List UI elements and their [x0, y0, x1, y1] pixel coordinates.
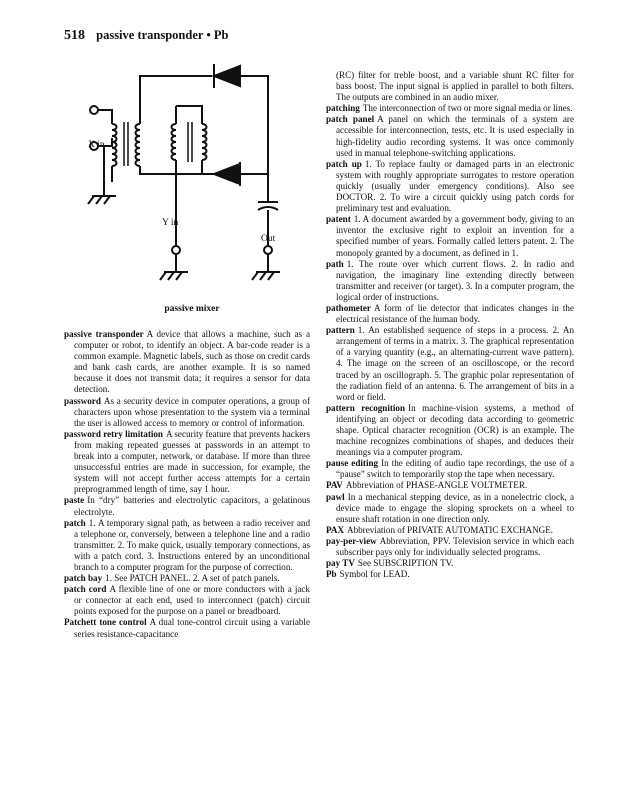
x-in-label: X in: [88, 140, 105, 150]
dictionary-entry: [326, 458, 574, 480]
entry-term: password: [64, 395, 101, 406]
dictionary-entry: [326, 536, 574, 558]
entry-term: pathometer: [326, 302, 371, 313]
dictionary-entry: [326, 403, 574, 458]
entry-definition: A flexible line of one or more conductors with a jack or connector at each end, used to interconnect (patch) circuit points exposed for the purpose on a panel or breadboard.: [74, 584, 310, 617]
running-title: passive transponder • Pb: [96, 28, 229, 42]
entry-definition: 1. To replace faulty or damaged parts in an electronic system with roughly appropriate surrogates to restore operation quickly (usually under emergency conditions). Also see DOCTOR. 2. To wire a circuit quickly using patch cords for preliminary test and evaluation.: [336, 158, 574, 214]
y-in-label: Y in: [162, 218, 179, 228]
entry-definition: A form of lie detector that indicates changes in the electrical resistance of the human body.: [336, 302, 574, 325]
entry-term: patch: [64, 517, 86, 528]
left-column: [64, 329, 310, 640]
dictionary-entry: [64, 617, 310, 639]
figure-caption: passive mixer: [164, 304, 220, 314]
dictionary-entry: [64, 573, 310, 584]
entry-term: Pb: [326, 569, 337, 580]
entry-term: pattern recognition: [326, 402, 406, 413]
dictionary-entry: [326, 525, 574, 536]
entry-term: path: [326, 258, 344, 269]
entry-definition: A panel on which the terminals of a system are accessible for interconnection, tests, etc. It is used especially in high-fidelity audio recording systems. It was once commonly used in manual telephone-switching applications.: [336, 114, 574, 158]
entry-term: patch cord: [64, 584, 107, 595]
dictionary-entry: [326, 303, 574, 325]
entry-term: pay-per-view: [326, 535, 377, 546]
entry-term: patching: [326, 103, 360, 114]
entry-definition: A dual tone-control circuit using a variable series resistance-capacitance: [74, 617, 310, 639]
right-column: [326, 70, 574, 580]
entry-definition: 1. See PATCH PANEL. 2. A set of patch panels.: [105, 573, 280, 584]
entry-definition: 1. An established sequence of steps in a process. 2. An arrangement of terms in a matrix. 3. The graphical representation of a varying quantity (e.g., an alternating-current wave pattern). 4. The image on the screen of an oscilloscope, or the record traced by an oscillograph. 5. The graphic polar representation of the radiation field of an antenna. 6. The arrangement of bits in a word or field.: [336, 325, 574, 402]
running-header: [64, 28, 228, 44]
entry-definition: In “dry” batteries and electrolytic capacitors, a gelatinous electrolyte.: [74, 495, 310, 517]
entry-term: patch bay: [64, 573, 103, 584]
entry-definition: As a security device in computer operations, a group of characters upon whose presentation to the system via a terminal the user is allowed access to memory or control of information.: [74, 395, 310, 428]
entry-definition: A security feature that prevents hackers from making repeated guesses at passwords in an attempt to break into a computer, network, or database. If more than three unsuccessful entries are made in succession, for example, the system will not accept further access attempts for a certain preprogrammed length of time, say 1 hour.: [74, 428, 310, 495]
dictionary-entry: [64, 429, 310, 496]
dictionary-entry: [326, 492, 574, 525]
entry-definition: 1. A temporary signal path, as between a radio receiver and a telephone or, conversely, between a telephone line and a radio transmitter. 2. To make quick, usually temporary connections, as with a patch cord. 3. Instructions entered by an unconditional branch to a computer program for the purpose of correction.: [74, 517, 310, 572]
entry-definition: 1. A document awarded by a government body, giving to an inventor the exclusive right to exploit an invention for a specified number of years. Formally called letters patent. 2. The monopoly granted by a document, as defined in 1.: [336, 214, 574, 258]
dictionary-entry: [326, 214, 574, 258]
entry-term: pay TV: [326, 558, 355, 569]
entry-term: patch panel: [326, 114, 375, 125]
entry-definition: Abbreviation of PRIVATE AUTOMATIC EXCHANGE.: [347, 524, 554, 535]
entry-term: patch up: [326, 158, 362, 169]
entry-term: PAX: [326, 524, 345, 535]
dictionary-entry: [326, 259, 574, 303]
entry-definition: 1. The route over which current flows. 2. In radio and navigation, the imaginary line extending directly between transmitter and receiver (or target). 3. In a computer program, the logical order of instructions.: [336, 258, 574, 302]
dictionary-entry: [64, 518, 310, 573]
entry-term: PAV: [326, 480, 343, 491]
entry-term: Patchett tone control: [64, 617, 147, 628]
entry-definition: Symbol for LEAD.: [339, 569, 410, 580]
page-number: 518: [64, 28, 85, 43]
entry-definition: A device that allows a machine, such as a computer or robot, to identify an object. A bar-code reader is a common example. Magnetic labels, such as those on credit cards and bank cash cards, are another example. It is so named because it does not transmit data; it requires a sensor for data detection.: [74, 329, 310, 395]
entry-definition: The interconnection of two or more signal media or lines.: [362, 103, 573, 114]
dictionary-entry: [326, 325, 574, 403]
dictionary-entry: [326, 480, 574, 491]
entry-definition: In the editing of audio tape recordings, the use of a “pause” switch to temporarily stop the tape when necessary.: [336, 458, 574, 480]
circuit-schematic: [64, 56, 320, 306]
entry-term: password retry limitation: [64, 428, 163, 439]
entry-term: passive transponder: [64, 329, 144, 339]
entry-definition: In a mechanical stepping device, as in a nonelectric clock, a device made to engage the sloping sprockets on a wheel to ensure shaft rotation in one direction only.: [336, 491, 574, 524]
dictionary-entry: [326, 569, 574, 580]
entry-definition: In machine-vision systems, a method of identifying an object or decoding data according to geometric shape. Optical character recognition (OCR) is an example. The machine recognizes combinations of shapes, and deduces their meanings via a computer program.: [336, 402, 574, 458]
dictionary-entry: [326, 159, 574, 214]
entry-definition: See SUBSCRIPTION TV.: [357, 558, 454, 569]
out-label: Out: [261, 234, 276, 244]
entry-term: patent: [326, 214, 351, 225]
dictionary-entry: [64, 495, 310, 517]
dictionary-entry: [326, 103, 574, 114]
continued-definition: (RC) filter for treble boost, and a variable shunt RC filter for bass boost. The input signal is applied in parallel to both filters. The outputs are combined in an audio mixer.: [336, 70, 574, 103]
entry-definition: Abbreviation of PHASE-ANGLE VOLTMETER.: [345, 480, 528, 491]
passive-mixer-diagram: [64, 56, 320, 326]
entry-term: paste: [64, 495, 85, 506]
dictionary-entry: [326, 558, 574, 569]
dictionary-entry: [64, 396, 310, 429]
entry-term: pause editing: [326, 458, 379, 469]
entry-term: pattern: [326, 325, 355, 336]
dictionary-entry: [326, 114, 574, 158]
entry-term: pawl: [326, 491, 345, 502]
dictionary-entry: [64, 329, 310, 396]
entry-definition: Abbreviation, PPV. Television service in which each subscriber pays only for individually selected programs.: [336, 535, 574, 558]
dictionary-entry: [64, 584, 310, 617]
